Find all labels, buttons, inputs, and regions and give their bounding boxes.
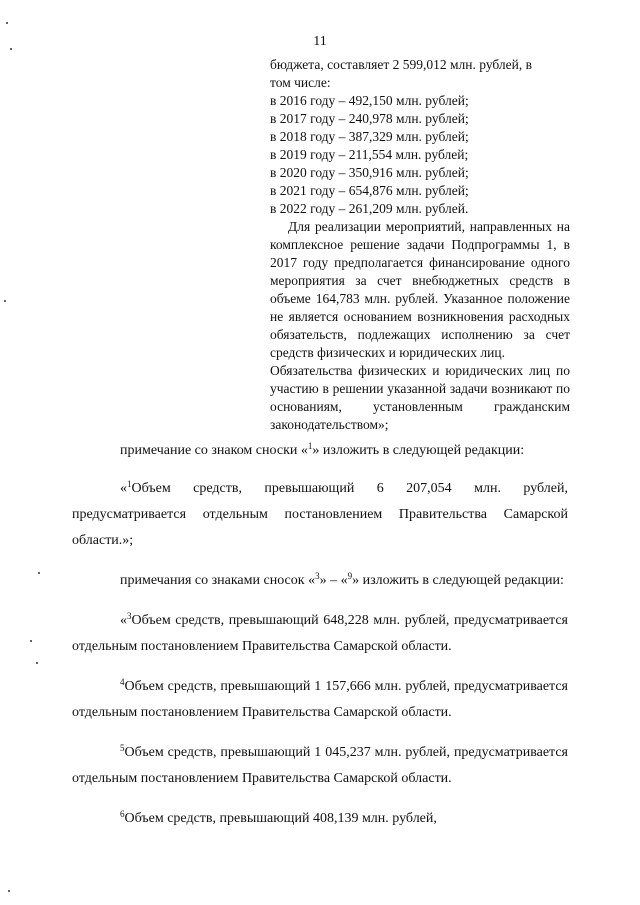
footnote-4: $^4$Объем средств, превышающий 1 157,666 млн. рублей, предусматривается отдельным постановлением Правительства Самарской области. xyxy=(72,677,568,720)
footnote-5: $^5$Объем средств, превышающий 1 045,237 млн. рублей, предусматривается отдельным постановлением Правительства Самарской области. xyxy=(72,743,568,786)
notes-3-9-intro: примечания со знаками сносок «$^3$» – «$^9$» изложить в следующей редакции: xyxy=(120,571,564,588)
year-amount-2019: в 2019 году – 211,554 млн. рублей; xyxy=(270,147,469,162)
note1-intro: примечание со знаком сноски «$^1$» изложить в следующей редакции: xyxy=(120,441,525,458)
footnote-3: «$^3$Объем средств, превышающий 648,228 млн. рублей, предусматривается отдельным постановлением Правительства Самарской области. xyxy=(72,611,568,654)
page-number: 11 xyxy=(313,34,327,49)
column-intro-line-2: том числе: xyxy=(270,75,331,90)
main-text xyxy=(72,440,568,832)
column-paragraph-financing: Для реализации мероприятий, направленных на комплексное решение задачи Подпрограммы 1, в 2017 году предполагается финансирование одного мероприятия за счет внебюджетных средств в объеме 164,783 млн. рублей. Указанное положение не является основанием возникновения расходных обязательств, подлежащих исполнению за счет средств физических и юридических лиц. xyxy=(270,219,570,360)
amended-text-column xyxy=(270,56,570,434)
year-amount-2020: в 2020 году – 350,916 млн. рублей; xyxy=(270,165,469,180)
year-amount-2018: в 2018 году – 387,329 млн. рублей; xyxy=(270,129,469,144)
column-intro-line-1: бюджета, составляет 2 599,012 млн. рублей, в xyxy=(270,57,533,72)
column-paragraph-obligations: Обязательства физических и юридических лиц по участию в решении указанной задачи возникают по основаниям, установленным гражданским законодательством»; xyxy=(270,363,570,432)
year-amount-2017: в 2017 году – 240,978 млн. рублей; xyxy=(270,111,469,126)
footnote-1: «$^1$Объем средств, превышающий 6 207,054 млн. рублей, предусматривается отдельным постановлением Правительства Самарской области.»; xyxy=(72,479,568,548)
year-amount-2021: в 2021 году – 654,876 млн. рублей; xyxy=(270,183,469,198)
year-amount-2016: в 2016 году – 492,150 млн. рублей; xyxy=(270,93,469,108)
year-amount-2022: в 2022 году – 261,209 млн. рублей. xyxy=(270,201,469,216)
footnote-6: $^6$Объем средств, превышающий 408,139 млн. рублей, xyxy=(120,809,437,826)
